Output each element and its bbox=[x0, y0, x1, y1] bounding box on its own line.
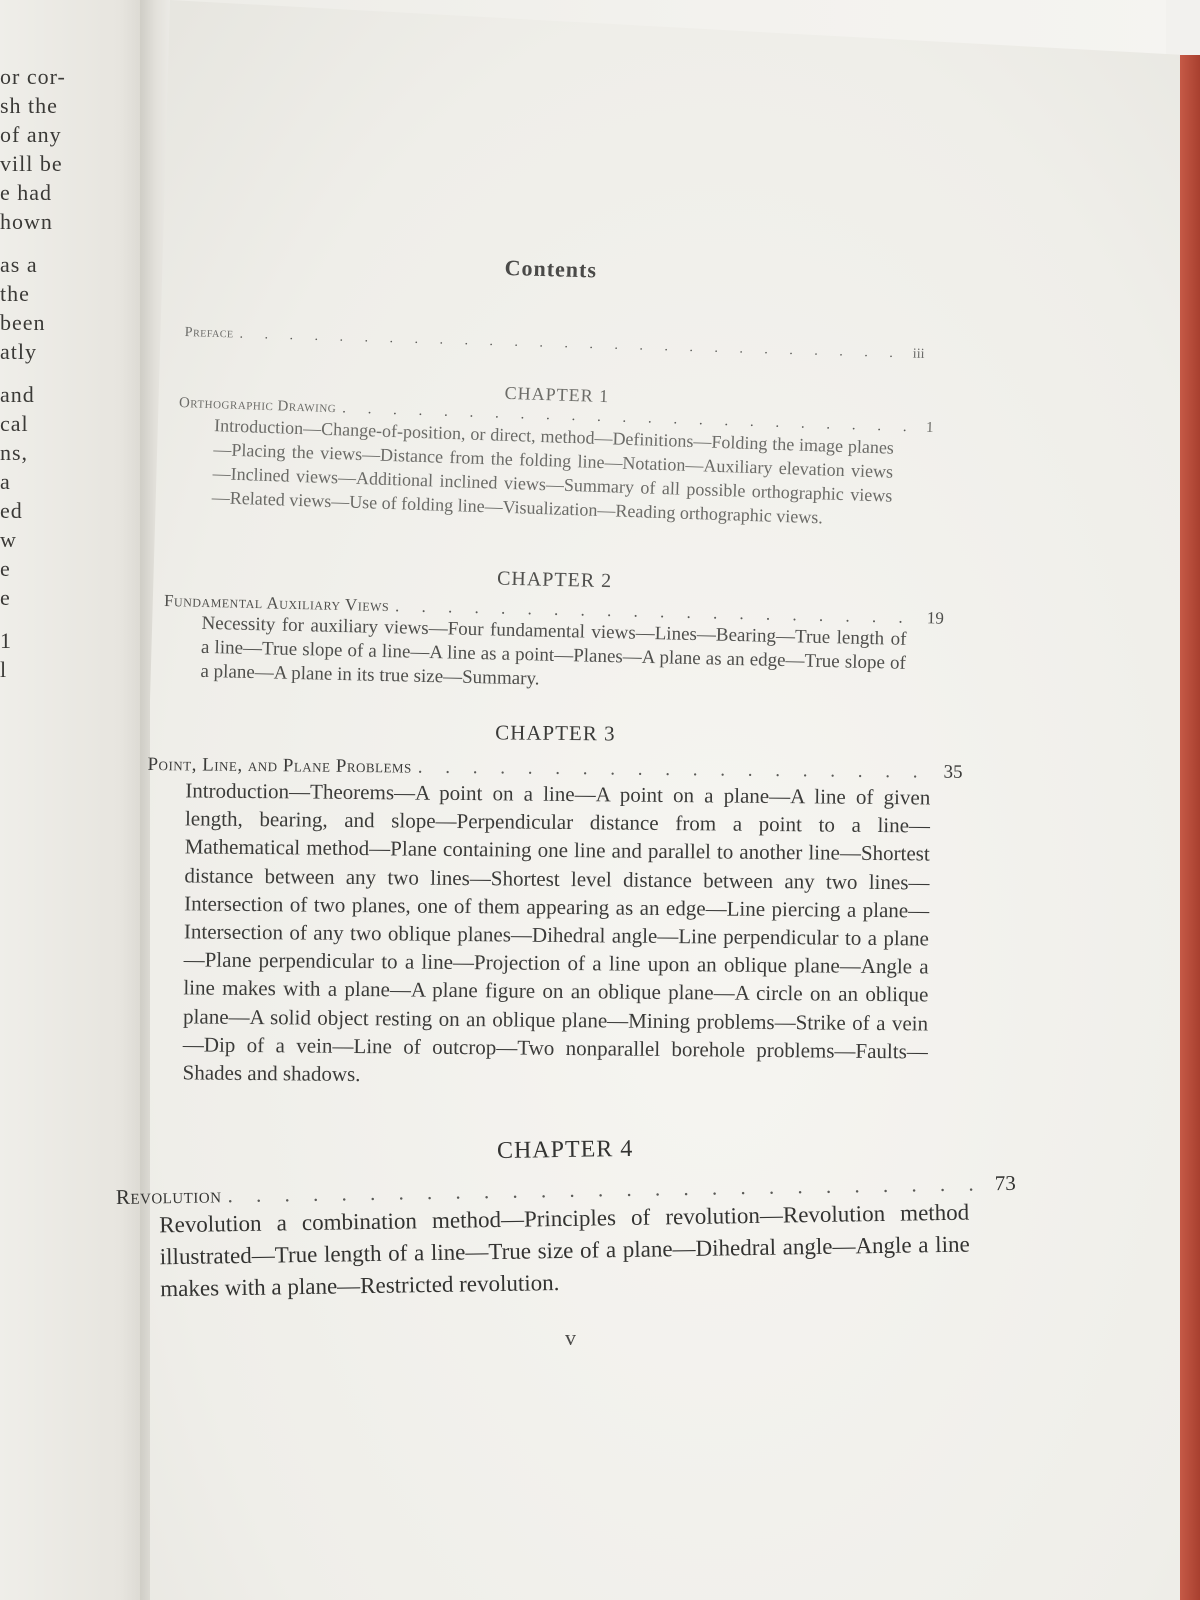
toc-entry-title: Revolution bbox=[115, 1183, 222, 1209]
left-page-line: e bbox=[0, 556, 11, 581]
background bbox=[1166, 0, 1200, 55]
left-page-line: and bbox=[0, 382, 35, 407]
chapter-label: CHAPTER 3 bbox=[495, 720, 616, 746]
left-page-line: been bbox=[0, 310, 46, 335]
chapter-description: Introduction—Change-of-position, or direct, method—Definitions—Folding the image planes—Placing the views—Distance from the folding line—Notation—Auxiliary elevation views—Inclined views—Additional inclined views—Summary of all possible orthographic views—Related views—Use of folding line—Visualization—Reading orthographic views. bbox=[211, 415, 895, 528]
left-page-line: ed bbox=[0, 498, 23, 523]
chapter-description: Necessity for auxiliary views—Four fundamental views—Lines—Bearing—True length of a line—True slope of a line—A line as a point—Planes—A plane as an edge—True slope of a plane—A plane in its true size—Summary. bbox=[200, 612, 907, 690]
left-page-line: the bbox=[0, 281, 30, 306]
left-page-line: e had bbox=[0, 180, 53, 205]
toc-entry-chapter-2 bbox=[162, 560, 945, 701]
toc-page-number: iii bbox=[912, 346, 925, 362]
page-title: Contents bbox=[504, 255, 598, 283]
chapter-description: Introduction—Theorems—A point on a line—A point on a plane—A line of given length, bearing, and slope—Perpendicular distance from a point to a line—Mathematical method—Plane containing one line and parallel to another line—Shortest distance between any two lines—Shortest level distance between any two lines—Intersection of two planes, one of them appearing as an edge—Line piercing a plane—Intersection of any two oblique planes—Dihedral angle—Line perpendicular to a plane—Plane perpendicular to a line—Projection of a line upon an oblique plane—Angle a line makes with a plane—A plane figure on an oblique plane—A circle on an oblique plane—A solid object resting on an oblique plane—Mining problems—Strike of a vein—Dip of a vein—Line of outcrop—Two nonparallel borehole problems—Faults—Shades and shadows. bbox=[182, 778, 931, 1087]
left-facing-page bbox=[0, 0, 150, 1600]
toc-page-number: 1 bbox=[925, 419, 934, 437]
left-page-line: as a bbox=[0, 252, 38, 277]
chapter-label: CHAPTER 4 bbox=[496, 1135, 634, 1164]
left-page-line: cal bbox=[0, 411, 29, 436]
toc-entry-title: Preface bbox=[184, 325, 234, 342]
left-page-line: 1 bbox=[0, 628, 12, 653]
toc-entry-chapter-4 bbox=[115, 1130, 1017, 1306]
chapter-label: CHAPTER 1 bbox=[504, 382, 610, 407]
toc-entry-title: Point, Line, and Plane Problems bbox=[147, 753, 412, 778]
toc-entry-chapter-1 bbox=[175, 372, 934, 533]
left-page-line: ns, bbox=[0, 440, 29, 465]
chapter-description: Revolution a combination method—Principles of revolution—Revolution method illustrated—True length of a line—True size of a plane—Dihedral angle—Angle a line makes with a plane—Restricted revolution. bbox=[159, 1199, 970, 1302]
page-folio: v bbox=[565, 1325, 576, 1350]
left-page-line: e bbox=[0, 585, 11, 610]
left-page-line: or cor- bbox=[0, 64, 66, 89]
left-page-line: a bbox=[0, 469, 11, 494]
toc-entry-chapter-3 bbox=[144, 717, 963, 1094]
toc-page-number: 35 bbox=[943, 761, 963, 783]
left-page-line: atly bbox=[0, 339, 37, 364]
left-page-text bbox=[0, 62, 150, 684]
left-page-line: sh the bbox=[0, 93, 58, 118]
toc-entry-title: Orthographic Drawing bbox=[178, 394, 337, 417]
toc-entry-title: Fundamental Auxiliary Views bbox=[163, 590, 390, 616]
left-page-line: of any bbox=[0, 122, 62, 147]
left-page-line: l bbox=[0, 657, 8, 682]
left-page-line: w bbox=[0, 527, 17, 552]
toc-page-number: 19 bbox=[926, 608, 945, 628]
toc-page-number: 73 bbox=[994, 1170, 1016, 1196]
chapter-label: CHAPTER 2 bbox=[496, 567, 613, 593]
left-page-line: vill be bbox=[0, 151, 63, 176]
left-page-line: hown bbox=[0, 209, 53, 234]
